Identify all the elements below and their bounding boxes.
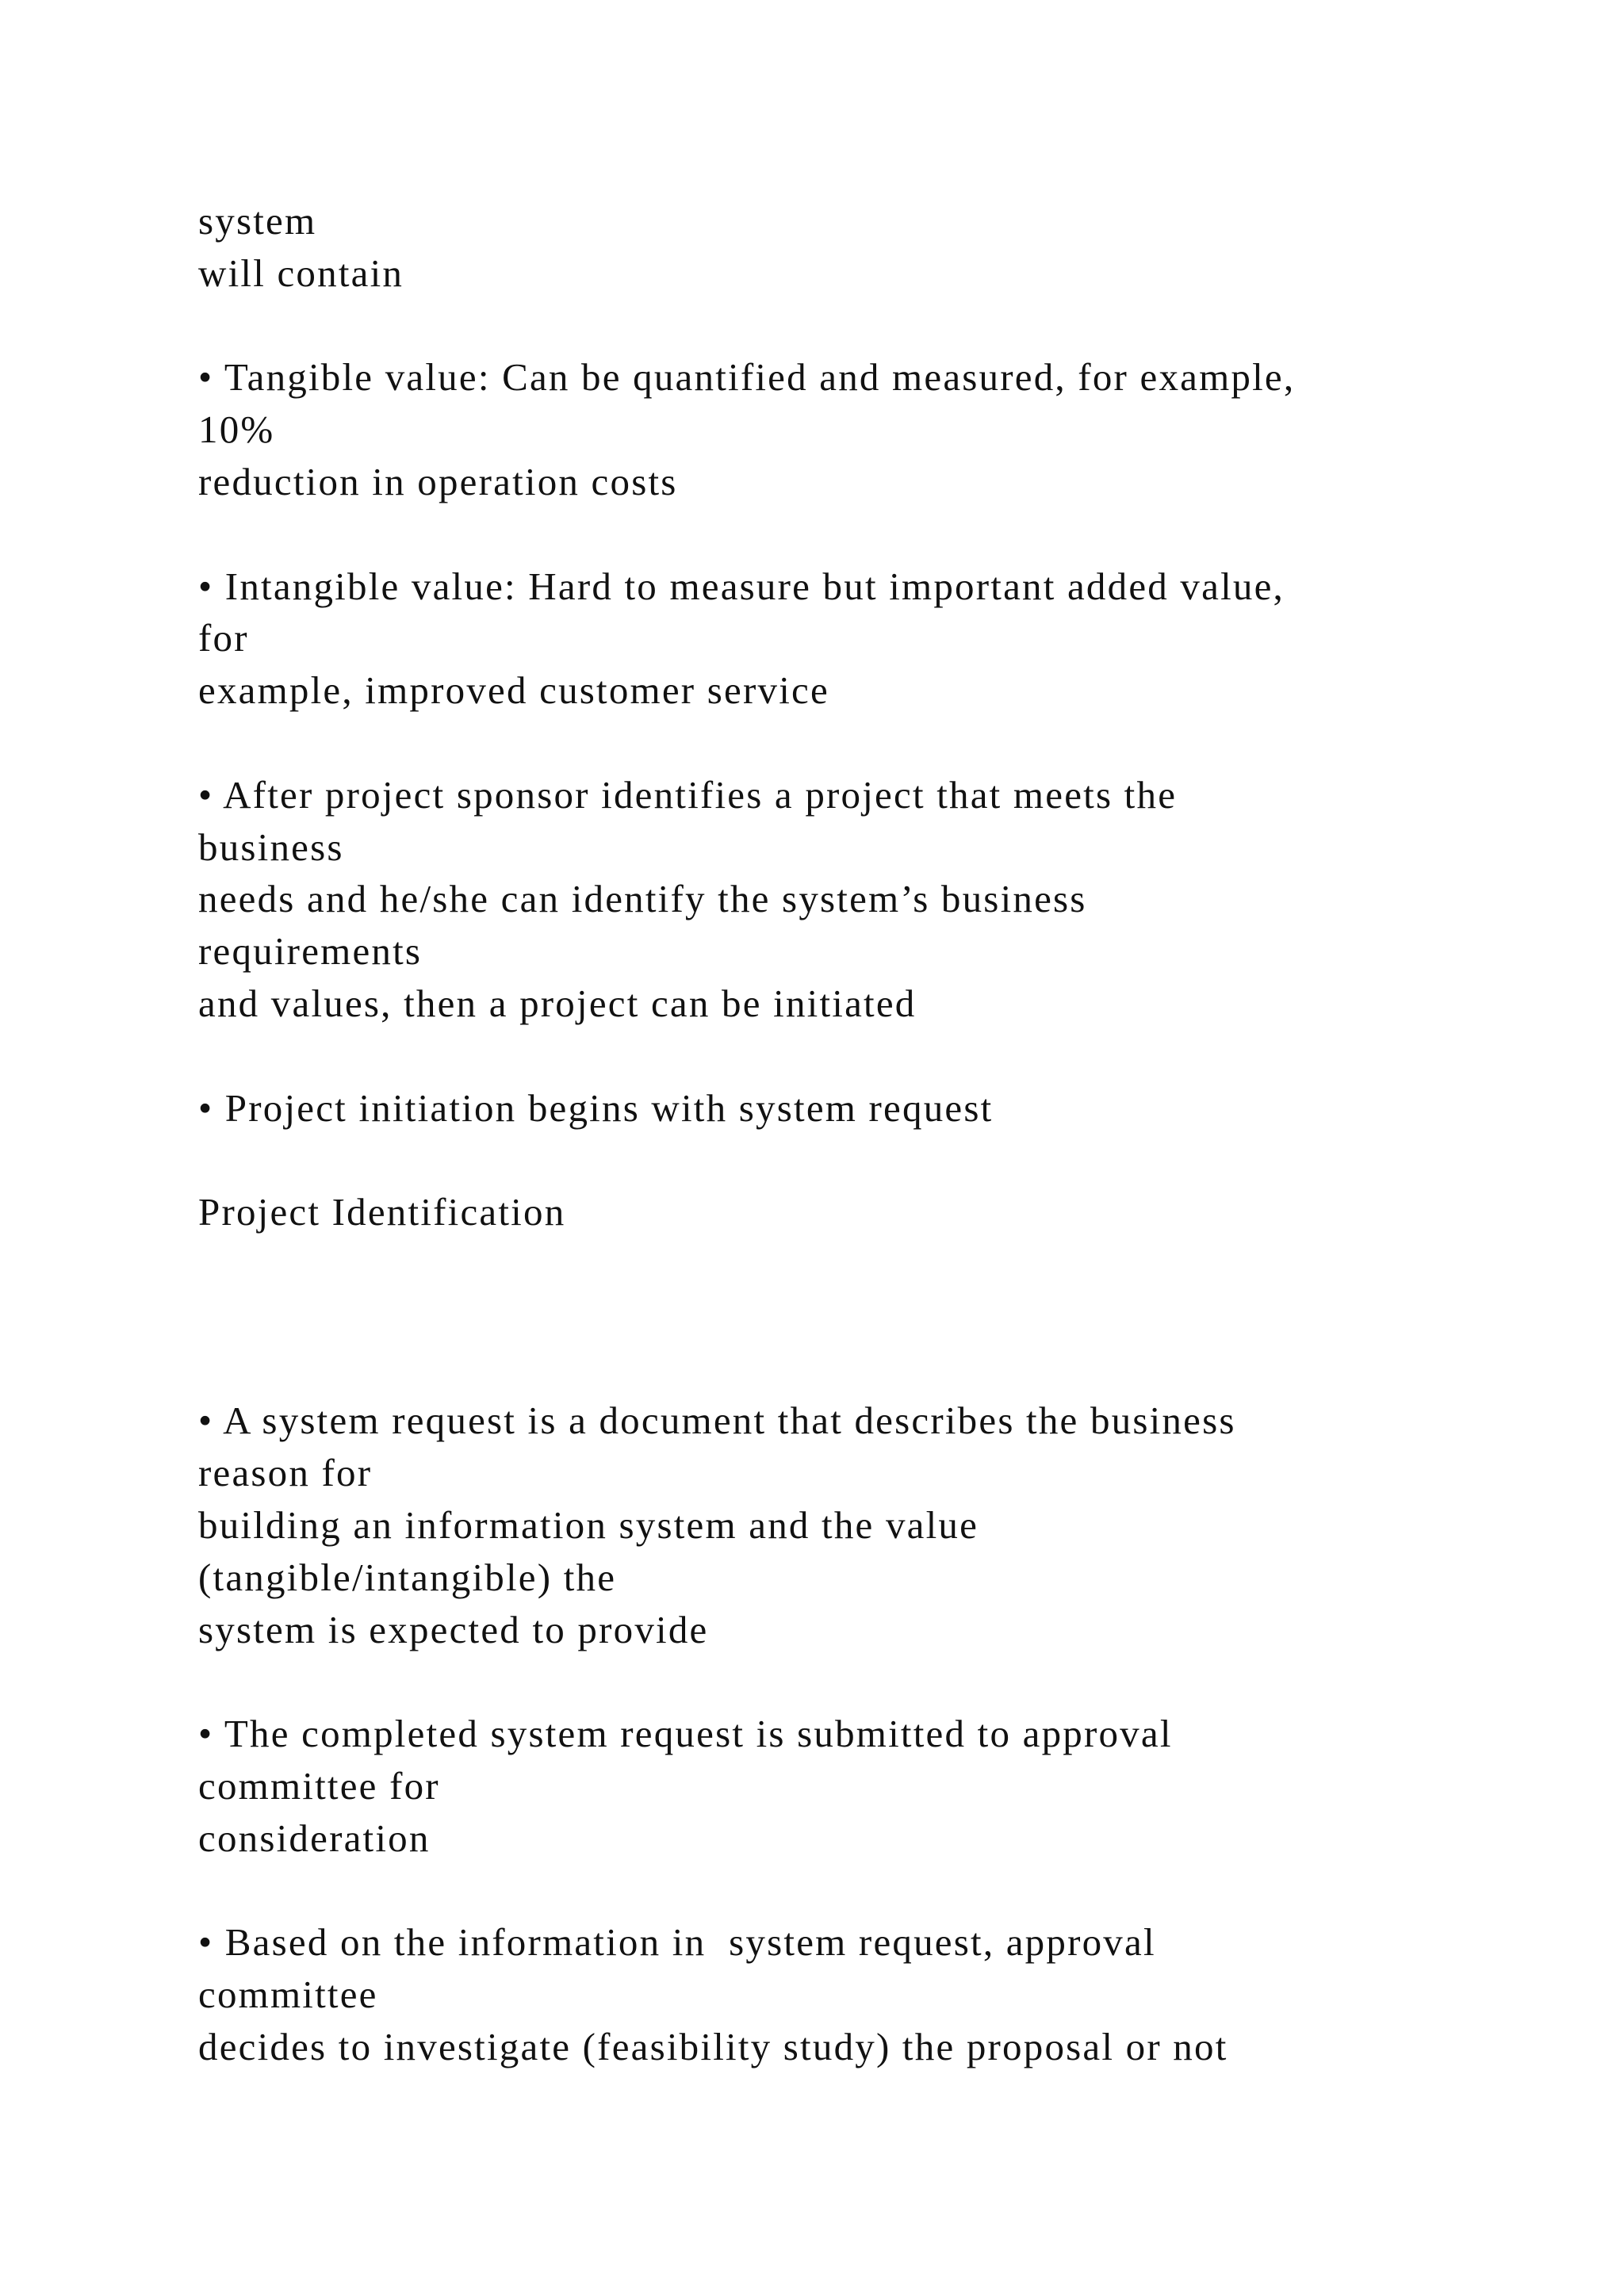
text-line: decides to investigate (feasibility study) the proposal or not — [198, 2024, 1228, 2068]
bullet-line: • Project initiation begins with system request — [198, 1085, 994, 1130]
text-line: 10% — [198, 408, 275, 452]
text-line: for — [198, 616, 249, 660]
bullet-line: • Based on the information in system request, approval — [198, 1920, 1156, 1965]
text-line: requirements — [198, 929, 423, 974]
text-line: business — [198, 825, 344, 869]
blank-line — [198, 1343, 1507, 1395]
blank-line — [198, 1238, 1507, 1291]
text-line: consideration — [198, 1816, 431, 1860]
text-line: system is expected to provide — [198, 1607, 709, 1651]
bullet-line: • After project sponsor identifies a project that meets the — [198, 772, 1178, 817]
bullet-line: • Intangible value: Hard to measure but important added value, — [198, 564, 1285, 608]
bullet-line: • Tangible value: Can be quantified and measured, for example, — [198, 355, 1296, 400]
document-body — [198, 195, 1507, 2073]
text-line: building an information system and the value — [198, 1502, 979, 1547]
text-line: system — [198, 199, 317, 243]
blank-line — [198, 1030, 1507, 1082]
text-line: (tangible/intangible) the — [198, 1555, 617, 1599]
text-line: reason for — [198, 1451, 373, 1495]
bullet-line: • A system request is a document that describes the business — [198, 1399, 1236, 1443]
blank-line — [198, 1134, 1507, 1186]
section-heading: Project Identification — [198, 1190, 566, 1234]
blank-line — [198, 717, 1507, 769]
blank-line — [198, 508, 1507, 561]
blank-line — [198, 1865, 1507, 1917]
blank-line — [198, 1291, 1507, 1343]
bullet-line: • The completed system request is submitted to approval — [198, 1712, 1173, 1756]
blank-line — [198, 1655, 1507, 1708]
text-line: reduction in operation costs — [198, 459, 678, 503]
text-line: will contain — [198, 251, 404, 295]
text-line: needs and he/she can identify the system’s business — [198, 877, 1087, 921]
blank-line — [198, 300, 1507, 352]
text-line: committee for — [198, 1763, 440, 1808]
text-line: and values, then a project can be initiated — [198, 981, 917, 1025]
text-line: example, improved customer service — [198, 668, 829, 713]
text-line: committee — [198, 1973, 378, 2017]
